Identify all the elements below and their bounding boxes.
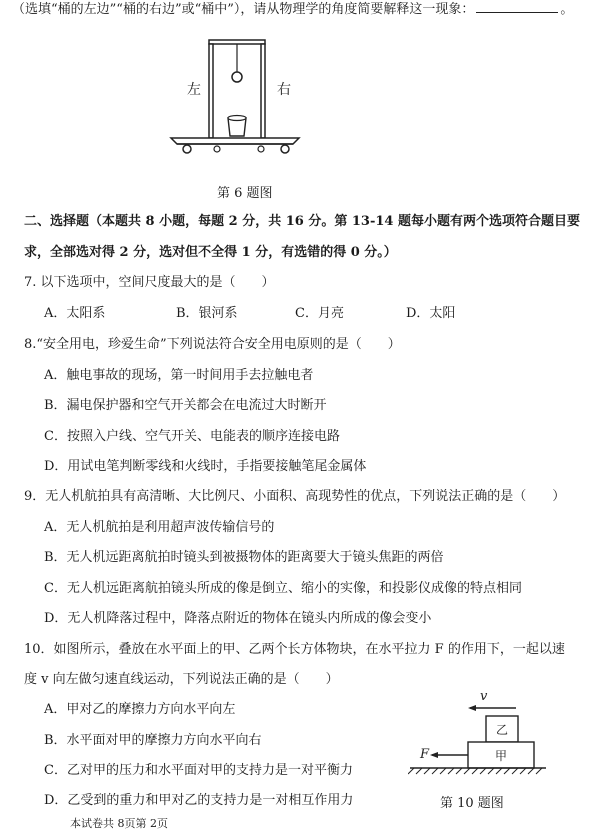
q7-option-c: C．月亮 [295, 306, 344, 321]
figure-6-diagram [165, 34, 315, 164]
q7-stem: 7. 以下选项中，空间尺度最大的是（ ） [24, 275, 275, 290]
cart-wheel [183, 145, 191, 153]
q7-option-d: D．太阳 [406, 306, 456, 321]
q10-stem-line1: 10．如图所示，叠放在水平面上的甲、乙两个长方体物块，在水平拉力 F 的作用下，一起以速 [24, 642, 565, 657]
block-jia-label: 甲 [495, 749, 508, 763]
velocity-arrowhead [468, 705, 476, 711]
frame-right-post [261, 44, 265, 138]
force-label: F [420, 747, 430, 762]
cart-wheel [214, 146, 220, 152]
q8-option-b: B．漏电保护器和空气开关都会在电流过大时断开 [44, 398, 327, 413]
q9-option-b: B．无人机远距离航拍时镜头到被摄物体的距离要大于镜头焦距的两倍 [44, 550, 444, 565]
q10-option-c: C．乙对甲的压力和水平面对甲的支持力是一对平衡力 [44, 763, 353, 778]
figure-10-caption: 第 10 题图 [440, 796, 504, 811]
bucket-rim [228, 116, 246, 121]
q8-option-c: C．按照入户线、空气开关、电能表的顺序连接电路 [44, 429, 340, 444]
velocity-label: v [480, 689, 488, 704]
frame-left-post [209, 44, 213, 138]
block-yi-label: 乙 [496, 723, 509, 737]
q7-option-b: B．银河系 [176, 306, 238, 321]
q10-option-b: B．水平面对甲的摩擦力方向水平向右 [44, 733, 262, 748]
cart-wheel [281, 145, 289, 153]
frame-top-bar [209, 40, 265, 44]
q6-tail-line [12, 0, 573, 19]
left-label: 左 [187, 82, 201, 98]
cart-wheel [258, 146, 264, 152]
q8-stem: 8.“安全用电，珍爱生命”下列说法符合安全用电原则的是（ ） [24, 337, 401, 352]
q10-option-a: A．甲对乙的摩擦力方向水平向左 [44, 702, 236, 717]
figure-10-diagram [408, 686, 548, 784]
q9-option-d: D．无人机降落过程中，降落点附近的物体在镜头内所成的像会变小 [44, 611, 432, 626]
right-label: 右 [277, 82, 291, 98]
q9-stem: 9．无人机航拍具有高清晰、大比例尺、小面积、高现势性的优点，下列说法正确的是（ ） [24, 489, 566, 504]
q6-tail-end: 。 [560, 2, 574, 17]
q9-option-c: C．无人机远距离航拍镜头所成的像是倒立、缩小的实像，和投影仪成像的特点相同 [44, 581, 522, 596]
force-arrowhead [430, 752, 438, 758]
q7-option-a: A．太阳系 [44, 306, 106, 321]
answer-blank [476, 0, 558, 13]
q8-option-d: D．用试电笔判断零线和火线时，手指要接触笔尾金属体 [44, 459, 367, 474]
section-heading-line2: 求，全部选对得 2 分，选对但不全得 1 分，有选错的得 0 分。） [24, 245, 397, 260]
q10-option-d: D．乙受到的重力和甲对乙的支持力是一对相互作用力 [44, 793, 354, 808]
q10-stem-line2: 度 v 向左做匀速直线运动，下列说法正确的是（ ） [24, 672, 339, 687]
ground-hatching [408, 768, 542, 774]
figure-6-caption: 第 6 题图 [217, 186, 273, 201]
q6-tail-text: （选填“桶的左边”“桶的右边”或“桶中”），请从物理学的角度简要解释这一现象： [12, 2, 475, 17]
section-heading-line1: 二、选择题（本题共 8 小题，每题 2 分，共 16 分。第 13-14 题每小题有两个选项符合题目要 [24, 214, 580, 229]
q8-option-a: A．触电事故的现场，第一时间用手去拉触电者 [44, 368, 314, 383]
pendulum-ball [232, 72, 242, 82]
q9-option-a: A．无人机航拍是利用超声波传输信号的 [44, 520, 275, 535]
cart-platform [171, 138, 299, 144]
page-footer: 本试卷共 8页第 2页 [70, 817, 168, 830]
